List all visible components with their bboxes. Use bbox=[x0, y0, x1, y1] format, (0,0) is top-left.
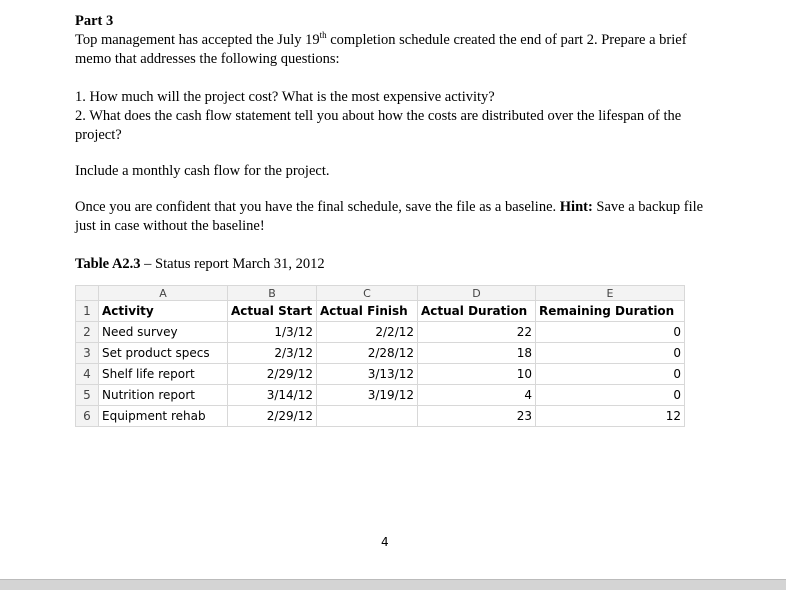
baseline-paragraph bbox=[75, 198, 715, 236]
cell: 0 bbox=[536, 343, 685, 364]
cell: 2/29/12 bbox=[228, 406, 317, 427]
table-caption bbox=[75, 255, 715, 274]
cell: 3/13/12 bbox=[317, 364, 418, 385]
row-number: 1 bbox=[76, 301, 99, 322]
hint-text: Save a backup file just in case without the baseline! bbox=[75, 199, 704, 234]
cell: 1/3/12 bbox=[228, 322, 317, 343]
cell: 23 bbox=[418, 406, 536, 427]
cell: 4 bbox=[418, 385, 536, 406]
cell: 3/19/12 bbox=[317, 385, 418, 406]
table-row bbox=[76, 343, 685, 364]
cell: 2/29/12 bbox=[228, 364, 317, 385]
row-number: 2 bbox=[76, 322, 99, 343]
question-2: 2. What does the cash flow statement tell you about how the costs are distributed over the lifespan of the project? bbox=[75, 108, 682, 143]
cell: 2/28/12 bbox=[317, 343, 418, 364]
baseline-text: Once you are confident that you have the final schedule, save the file as a baseline. bbox=[75, 199, 560, 215]
cell: 12 bbox=[536, 406, 685, 427]
column-header: A bbox=[99, 286, 228, 301]
intro-paragraph bbox=[75, 31, 715, 69]
cell: Actual Start bbox=[228, 301, 317, 322]
corner-cell bbox=[76, 286, 99, 301]
cell: 3/14/12 bbox=[228, 385, 317, 406]
table-row bbox=[76, 322, 685, 343]
cell: Equipment rehab bbox=[99, 406, 228, 427]
page-bottom-divider bbox=[0, 579, 786, 590]
column-header: C bbox=[317, 286, 418, 301]
cell: Actual Finish bbox=[317, 301, 418, 322]
cell: 0 bbox=[536, 364, 685, 385]
table-caption-text: – Status report March 31, 2012 bbox=[140, 256, 325, 272]
superscript: th bbox=[319, 30, 327, 41]
hint-label: Hint: bbox=[559, 199, 593, 215]
section-heading: Part 3 bbox=[75, 13, 114, 29]
column-header: E bbox=[536, 286, 685, 301]
cell: Shelf life report bbox=[99, 364, 228, 385]
column-header-row bbox=[76, 286, 685, 301]
cell: 22 bbox=[418, 322, 536, 343]
cell: 2/2/12 bbox=[317, 322, 418, 343]
row-number: 3 bbox=[76, 343, 99, 364]
cell: Remaining Duration bbox=[536, 301, 685, 322]
row-number: 6 bbox=[76, 406, 99, 427]
cell: 0 bbox=[536, 322, 685, 343]
status-report-table bbox=[75, 285, 685, 427]
cell: 0 bbox=[536, 385, 685, 406]
table-row bbox=[76, 385, 685, 406]
table-row bbox=[76, 364, 685, 385]
cell: Nutrition report bbox=[99, 385, 228, 406]
row-number: 4 bbox=[76, 364, 99, 385]
column-header: D bbox=[418, 286, 536, 301]
cell: Activity bbox=[99, 301, 228, 322]
table-caption-label: Table A2.3 bbox=[75, 256, 141, 272]
row-number: 5 bbox=[76, 385, 99, 406]
cell: 18 bbox=[418, 343, 536, 364]
cell: 2/3/12 bbox=[228, 343, 317, 364]
cell: Set product specs bbox=[99, 343, 228, 364]
table-row bbox=[76, 301, 685, 322]
cell: Actual Duration bbox=[418, 301, 536, 322]
table-row bbox=[76, 406, 685, 427]
column-header: B bbox=[228, 286, 317, 301]
page-number: 4 bbox=[381, 535, 389, 549]
cell bbox=[317, 406, 418, 427]
intro-text-cont: completion schedule created the end of part 2. Prepare a brief memo that addresses the following questions: bbox=[75, 32, 687, 67]
cell: 10 bbox=[418, 364, 536, 385]
question-1: 1. How much will the project cost? What is the most expensive activity? bbox=[75, 89, 495, 105]
cell: Need survey bbox=[99, 322, 228, 343]
intro-text: Top management has accepted the July 19 bbox=[75, 32, 320, 48]
cash-flow-instruction: Include a monthly cash flow for the project. bbox=[75, 163, 330, 179]
